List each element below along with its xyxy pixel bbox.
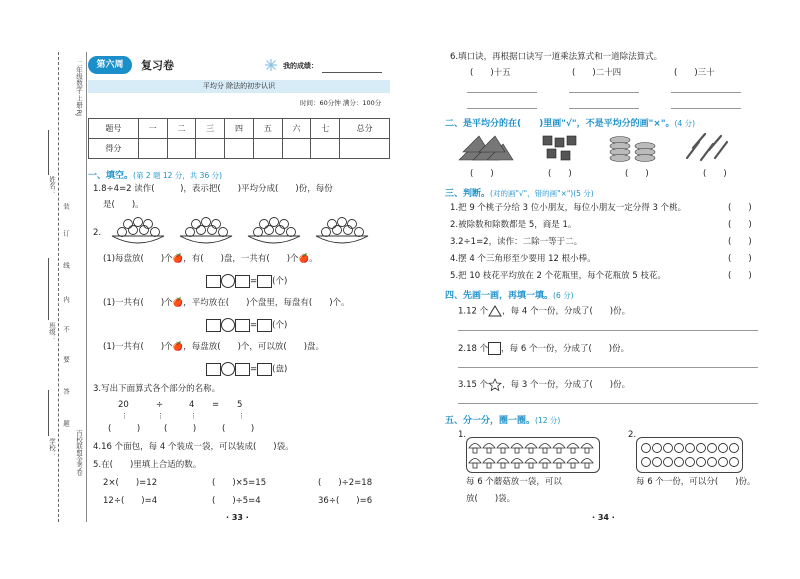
circle-item	[697, 458, 706, 467]
answer-line[interactable]	[569, 92, 639, 93]
section-4-note: (6 分)	[553, 291, 574, 300]
q3-num: 3.	[93, 384, 102, 394]
dots: ⋮	[121, 412, 128, 420]
mushroom-stem	[529, 448, 533, 453]
section-3-title	[445, 186, 594, 199]
page-number-right: · 34 ·	[592, 513, 615, 522]
score-cell[interactable]	[340, 139, 390, 159]
sec4-q3-a: 15 个	[466, 380, 489, 390]
mushroom-tray	[466, 437, 600, 473]
mushroom	[483, 459, 495, 464]
circle-item	[653, 444, 662, 453]
mushroom	[525, 444, 537, 449]
apple	[197, 226, 206, 235]
answer-box[interactable]	[235, 319, 250, 332]
judge-item	[450, 203, 686, 214]
q2-a-post: ，有( )盘，一共有( )个	[183, 254, 299, 264]
q6-item[interactable]: ( )二十四	[572, 68, 622, 78]
dots: ⋮	[238, 412, 245, 420]
school-label: 学校：	[48, 438, 56, 458]
judge-item	[450, 271, 666, 282]
q1-line1	[93, 184, 333, 195]
q1-text: 8÷4=2 读作( )，表示把( )平均分成( )份，每份	[101, 184, 333, 194]
judge-blank[interactable]: ( )	[728, 254, 752, 264]
table-header-cell: 三	[196, 119, 225, 139]
score-field[interactable]	[322, 72, 382, 73]
sec4-q1	[458, 305, 630, 318]
answer-box[interactable]	[206, 319, 221, 332]
sec4-q2-num: 2.	[458, 344, 467, 354]
score-cell[interactable]	[138, 139, 167, 159]
mushroom	[525, 459, 537, 464]
mushroom-stem	[529, 463, 533, 468]
section-5-note: (12 分)	[535, 416, 561, 425]
sec5-q1-line2: 放( )袋。	[466, 494, 516, 504]
score-cell[interactable]	[196, 139, 225, 159]
judge-text: 2÷1=2，读作：二除一等于二。	[458, 237, 583, 247]
answer-box[interactable]	[235, 275, 250, 288]
judge-num: 4.	[450, 254, 459, 264]
mushrooms-figure	[467, 438, 599, 472]
answer-box[interactable]	[206, 275, 221, 288]
coin-stacks-figure	[610, 137, 655, 162]
answer-line[interactable]	[467, 92, 537, 93]
answer-box[interactable]	[206, 363, 221, 376]
sec4-q3-num: 3.	[458, 380, 467, 390]
cake-slices-figure	[459, 136, 513, 160]
mushroom-stem	[585, 448, 589, 453]
apple-icon: 🍎	[172, 254, 184, 264]
circle-item	[697, 444, 706, 453]
answer-box[interactable]	[235, 363, 250, 376]
judge-num: 3.	[450, 237, 459, 247]
sec4-q1-b: ，每 4 个一份，分成了( )份。	[502, 306, 631, 317]
name-label: 姓名：	[48, 176, 56, 196]
judge-text: 被除数和除数都是 5，商是 1。	[458, 220, 577, 230]
circle-item	[719, 458, 728, 467]
q3-blank[interactable]: ( )	[222, 424, 255, 434]
cut-mark: 内	[62, 296, 70, 303]
mushroom-stem	[487, 448, 491, 453]
sec4-q3-b: ，每 3 个一份，分成了( )份。	[502, 380, 631, 390]
apple-icon: 🍎	[172, 298, 184, 308]
apple	[118, 228, 127, 237]
q5-item[interactable]: ( )÷2=18	[318, 478, 373, 488]
class-field[interactable]	[48, 258, 49, 320]
judge-num: 1.	[450, 203, 459, 213]
page-title: 复习卷	[141, 59, 174, 72]
circles-tray	[636, 437, 743, 473]
judge-num: 2.	[450, 220, 459, 230]
apple	[328, 220, 337, 229]
table-row	[89, 119, 390, 139]
cut-line	[58, 52, 59, 522]
apple	[151, 228, 160, 237]
apple	[265, 226, 274, 235]
q5-item[interactable]: ( )×5=15	[212, 478, 267, 488]
q2-b-line	[103, 298, 350, 309]
answer-line[interactable]	[671, 108, 741, 109]
section-3-title-text: 三、判断。	[445, 189, 491, 199]
apple-icon: 🍎	[298, 254, 310, 264]
q6-item[interactable]: ( )十五	[470, 68, 511, 78]
circle-item	[730, 458, 739, 467]
q2-c-post: ，每盘放( )个，可以放( )盘。	[183, 342, 325, 352]
table-header-cell: 六	[282, 119, 311, 139]
circles-figure	[637, 438, 742, 472]
judge-blank[interactable]: ( )	[728, 220, 752, 230]
judge-num: 5.	[450, 271, 459, 281]
mushroom	[511, 444, 523, 449]
q2-a-line: (1)每盘放( )个🍎，有( )盘，一共有( )个🍎。	[103, 254, 318, 264]
mushroom-stem	[473, 463, 477, 468]
judge-text: 把 9 个桃子分给 3 位小朋友，每位小朋友一定分得 3 个桃。	[458, 203, 687, 213]
unit-label: (个)	[272, 320, 288, 331]
brand-label: 百校联盟金考卷	[75, 430, 83, 476]
apple	[322, 228, 331, 237]
table-header-cell: 四	[225, 119, 254, 139]
table-row	[89, 139, 390, 159]
table-row-label: 得分	[89, 139, 139, 159]
q3-expr-part: 5	[237, 400, 243, 410]
dots: ⋮	[157, 412, 164, 420]
mushroom	[469, 444, 481, 449]
cut-mark: 装	[62, 203, 70, 210]
apple-plates-figure	[100, 214, 390, 248]
q6-text: 填口诀，再根据口诀写一道乘法算式和一道除法算式。	[458, 52, 663, 62]
apple	[219, 228, 228, 237]
score-cell[interactable]	[167, 139, 196, 159]
mushroom	[539, 459, 551, 464]
q1-line2: 是( )。	[103, 200, 144, 210]
apple	[202, 218, 211, 227]
mushroom	[497, 444, 509, 449]
operator-circle[interactable]	[221, 362, 235, 376]
score-cell[interactable]	[225, 139, 254, 159]
q5-item[interactable]: 36÷( )=6	[318, 496, 373, 506]
mushroom	[483, 444, 495, 449]
section-2-title-text: 二、是平均分的在( )里画"√"，不是平均分的画"×"。	[445, 119, 675, 129]
score-table	[88, 118, 390, 159]
mushroom-stem	[571, 448, 575, 453]
q2-b-equation: = (个)	[206, 318, 287, 332]
judge-blank[interactable]: ( )	[728, 203, 752, 213]
q3-expr-part: 4	[189, 400, 195, 410]
circle-item	[642, 444, 651, 453]
q5-line	[93, 460, 201, 471]
class-label: 班级：	[48, 322, 56, 342]
mushroom	[567, 459, 579, 464]
mushroom	[567, 444, 579, 449]
q3-text: 写出下面算式各个部分的名称。	[101, 384, 221, 394]
mushroom-stem	[557, 448, 561, 453]
mushroom-stem	[501, 463, 505, 468]
q5-item[interactable]: 12÷( )=4	[103, 496, 158, 506]
series-label: 二年级数学·上册·RJ	[75, 60, 83, 117]
cut-mark: 线	[62, 262, 70, 269]
circle-item	[686, 444, 695, 453]
circle-item	[653, 458, 662, 467]
mushroom-stem	[557, 463, 561, 468]
score-cell[interactable]	[311, 139, 340, 159]
dice-figure	[543, 136, 576, 160]
sec4-q2-b: ，每 6 个一份，分成了( )份。	[501, 344, 630, 354]
mushroom-stem	[473, 448, 477, 453]
mushroom-stem	[515, 448, 519, 453]
apple	[134, 218, 143, 227]
section-5-title-text: 五、分一分，圈一圈。	[445, 416, 536, 426]
q4-num: 4.	[93, 442, 102, 452]
time-info: 时间：60分钟 满分：100分	[300, 99, 382, 107]
mushroom-stem	[543, 463, 547, 468]
answer-line[interactable]	[671, 92, 741, 93]
q4-line	[93, 442, 294, 453]
circle-item	[664, 458, 673, 467]
bones-figure	[687, 134, 727, 160]
score-label: 我的成绩：	[283, 62, 318, 70]
table-header-cell: 二	[167, 119, 196, 139]
plate-group	[112, 218, 368, 244]
equal-share-figures	[455, 130, 755, 166]
sec4-q3	[458, 378, 630, 391]
q3-blank[interactable]: ( )	[108, 424, 141, 434]
score-cell[interactable]	[253, 139, 282, 159]
cut-mark: 答	[62, 388, 70, 395]
apple	[287, 228, 296, 237]
section-1-note: (第 2 题 12 分，共 36 分)	[133, 171, 223, 180]
sec2-blank[interactable]: ( )	[703, 169, 727, 179]
q3-expr-part: 20	[118, 400, 129, 410]
sec2-blank[interactable]: ( )	[548, 169, 572, 179]
q5-num: 5.	[93, 460, 102, 470]
circle-item	[664, 444, 673, 453]
q6-num: 6.	[450, 52, 459, 62]
sec5-q2-text: 每 6 个一份，可以分( )份。	[636, 477, 756, 487]
table-header-cell: 题号	[89, 119, 139, 139]
circle-item	[686, 458, 695, 467]
apple	[124, 220, 133, 229]
school-field[interactable]	[48, 390, 49, 436]
apple	[260, 220, 269, 229]
q5-text: 在( )里填上合适的数。	[101, 460, 202, 470]
sec4-q2	[458, 342, 629, 355]
answer-line[interactable]	[467, 108, 537, 109]
unit-label: (个)	[272, 276, 288, 287]
table-header-cell: 总分	[340, 119, 390, 139]
mushroom	[511, 459, 523, 464]
sec2-blank[interactable]: ( )	[470, 169, 494, 179]
circle-item	[675, 458, 684, 467]
answer-line[interactable]	[569, 108, 639, 109]
sec5-q2-num: 2.	[628, 430, 637, 440]
q2-b-pre: (1)一共有( )个	[103, 298, 173, 308]
judge-blank[interactable]: ( )	[728, 271, 752, 281]
drawing-line[interactable]	[458, 367, 758, 368]
q2-a-pre: (1)每盘放( )个	[103, 254, 173, 264]
table-header-cell: 一	[138, 119, 167, 139]
name-field[interactable]	[48, 130, 49, 175]
section-1-title-text: 一、填空。	[88, 171, 134, 181]
mushroom-stem	[515, 463, 519, 468]
q2-c-equation: = (盘)	[206, 362, 287, 376]
operator-circle[interactable]	[221, 318, 235, 332]
unit-label: (盘)	[272, 364, 288, 375]
sec4-q1-a: 12 个	[466, 306, 489, 317]
judge-blank[interactable]: ( )	[728, 237, 752, 247]
q3-expr-part: ÷	[156, 400, 164, 410]
mushroom	[581, 459, 593, 464]
circle-item	[642, 458, 651, 467]
sec5-q1-line1: 每 6 个蘑菇放一袋，可以	[466, 477, 562, 487]
sec4-q1-num: 1.	[458, 306, 467, 317]
q2-a-equation: = (个)	[206, 274, 287, 288]
judge-item	[450, 237, 582, 248]
section-3-note: (对的画"√"，错的画"×")(5 分)	[490, 189, 594, 198]
mushroom	[539, 444, 551, 449]
apple	[333, 226, 342, 235]
q2-num: 2.	[93, 228, 102, 238]
circle-item	[708, 444, 717, 453]
table-header-cell: 五	[253, 119, 282, 139]
cut-mark: 题	[62, 420, 70, 427]
circle-item	[730, 444, 739, 453]
operator-circle[interactable]	[221, 274, 235, 288]
star-icon	[488, 378, 502, 391]
mushroom-stem	[543, 448, 547, 453]
q5-item[interactable]: ( )÷5=4	[212, 496, 261, 506]
judge-item	[450, 254, 596, 265]
judge-text: 摆 4 个三角形至少要用 12 根小棒。	[458, 254, 596, 264]
section-1-title	[88, 168, 222, 181]
circle-item	[719, 444, 728, 453]
mushroom-stem	[585, 463, 589, 468]
margin-line	[86, 52, 87, 522]
q4-text: 16 个面包，每 4 个装成一袋，可以装成( )袋。	[101, 442, 294, 452]
table-header-cell: 七	[311, 119, 340, 139]
mushroom	[553, 459, 565, 464]
q3-expr-part: =	[212, 400, 220, 410]
mushroom-stem	[487, 463, 491, 468]
apple	[129, 226, 138, 235]
section-4-title-text: 四、先画一画，再填一填。	[445, 291, 554, 301]
drawing-line[interactable]	[458, 330, 758, 331]
apple	[192, 220, 201, 229]
cut-mark: 要	[62, 356, 70, 363]
dots: ⋮	[190, 412, 197, 420]
plate	[180, 236, 232, 243]
topic-banner: 平均分 除法的初步认识	[88, 80, 390, 93]
section-5-title	[445, 413, 560, 426]
page-number-left: · 33 ·	[226, 513, 249, 522]
q6-line	[450, 52, 662, 63]
cut-mark: 订	[62, 230, 70, 237]
section-2-note: (4 分)	[674, 119, 696, 128]
q2-b-post: ，平均放在( )个盘里，每盘有( )个。	[183, 298, 350, 308]
sec5-q1-num: 1.	[458, 430, 467, 440]
apple	[254, 228, 263, 237]
apple	[338, 218, 347, 227]
plate	[316, 236, 368, 243]
circle-item	[675, 444, 684, 453]
q2-c-pre: (1)一共有( )个	[103, 342, 173, 352]
apple	[270, 218, 279, 227]
q5-item[interactable]: 2×( )=12	[103, 478, 158, 488]
circle-item	[708, 458, 717, 467]
mushroom-stem	[501, 448, 505, 453]
q6-item[interactable]: ( )三十	[674, 68, 715, 78]
mushroom	[581, 444, 593, 449]
drawing-line[interactable]	[458, 403, 758, 404]
answer-box[interactable]	[257, 275, 272, 288]
apple-icon: 🍎	[172, 342, 184, 352]
sec2-blank[interactable]: ( )	[625, 169, 649, 179]
snowflake-icon	[264, 58, 278, 72]
judge-text: 把 10 枝花平均放在 2 个花瓶里，每个花瓶放 5 枝花。	[458, 271, 666, 281]
score-cell[interactable]	[282, 139, 311, 159]
plate	[248, 236, 300, 243]
q1-num: 1.	[93, 184, 102, 194]
answer-box[interactable]	[257, 363, 272, 376]
apple	[186, 228, 195, 237]
q2-c-line	[103, 342, 324, 353]
plate	[112, 236, 164, 243]
sec4-q2-a: 18 个	[466, 344, 489, 354]
triangle-icon	[488, 305, 502, 317]
mushroom	[553, 444, 565, 449]
section-2-title	[445, 116, 695, 129]
week-badge: 第六周	[88, 56, 132, 74]
answer-box[interactable]	[257, 319, 272, 332]
apple	[355, 228, 364, 237]
mushroom	[497, 459, 509, 464]
mushroom-stem	[571, 463, 575, 468]
square-icon	[488, 342, 501, 355]
judge-item	[450, 220, 576, 231]
mushroom	[469, 459, 481, 464]
cut-mark: 不	[62, 326, 70, 333]
q3-blank[interactable]: ( )	[164, 424, 197, 434]
q3-line	[93, 384, 220, 395]
section-4-title	[445, 288, 574, 301]
